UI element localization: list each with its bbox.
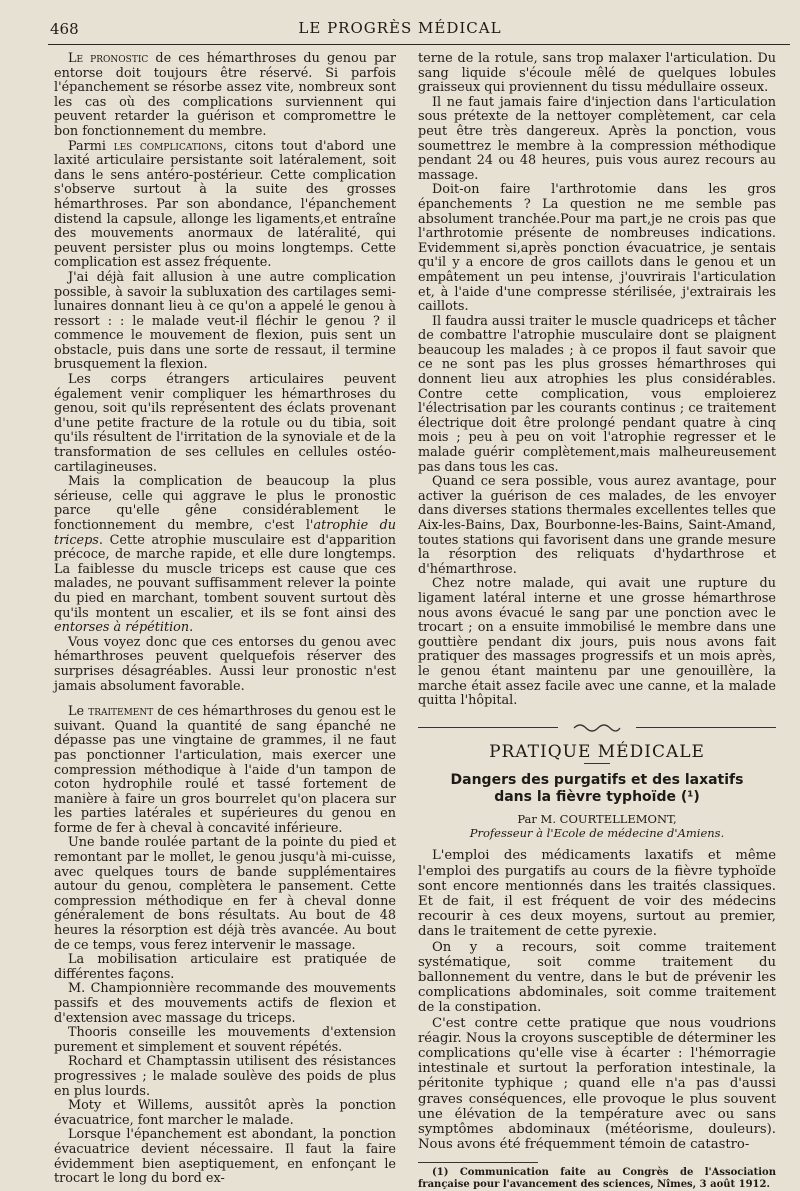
paragraph: L'emploi des médicaments laxatifs et même l'emploi des purgatifs au cours de la fièvre typhoïde sont encore mentionnés dans les traités classiques. Et de fait, il est fréquent de voir des médecins recourir à ces deux moyens, surtout au premier, dans le traitement de cette pyrexie. bbox=[418, 848, 776, 940]
paragraph: Vous voyez donc que ces entorses du genou avec hémarthroses peuvent quelquefois réserver des surprises désagréables. Aussi leur pronostic n'est jamais absolument favorable. bbox=[54, 634, 396, 694]
right-column bbox=[418, 52, 776, 1191]
journal-title: LE PROGRÈS MÉDICAL bbox=[298, 19, 502, 37]
article-title: Dangers des purgatifs et des laxatifs dans la fièvre typhoïde (¹) bbox=[450, 772, 744, 806]
paragraph: Moty et Willems, aussitôt après la ponction évacuatrice, font marcher le malade. bbox=[54, 1098, 396, 1128]
paragraph: J'ai déjà fait allusion à une autre complication possible, à savoir la subluxation des cartilages semi-lunaires donnant lieu à ce qu'on a appelé le genou à ressort : : le malade veut-il fléchir le genou ? il commence le mouvement de flexion, puis sent un obstacle, puis dans une sorte de ressaut, il termine brusquement la flexion. bbox=[54, 269, 396, 373]
paragraph: La mobilisation articulaire est pratiquée de différentes façons. bbox=[54, 952, 396, 982]
flourish-icon bbox=[572, 721, 622, 735]
paragraph: Mais la complication de beaucoup la plus sérieuse, celle qui aggrave le plus le pronostic parce qu'elle gêne considérablement le fonctionnement du membre, c'est l'atrophie du triceps. Cette atrophie musculaire est d'apparition précoce, de marche rapide, et elle dure longtemps. La faiblesse du muscle triceps est cause que ces malades, ne pouvant suffisamment relever la pointe du pied en marchant, tombent souvent surtout dès qu'ils montent un escalier, et ils se font ainsi des entorses à répétition. bbox=[54, 474, 397, 636]
page-number: 468 bbox=[50, 20, 79, 38]
footnote: (1) Communication faite au Congrès de l'Association française pour l'avancement des sciences, Nîmes, 3 août 1912. bbox=[418, 1167, 776, 1191]
paragraph: Rochard et Champtassin utilisent des résistances progressives ; le malade soulève des poids de plus en plus lourds. bbox=[54, 1054, 396, 1099]
paragraph: Doit-on faire l'arthrotomie dans les gros épanchements ? La question ne me semble pas absolument tranchée.Pour ma part,je ne crois pas que l'arthrotomie présente de nombreuses indications. Evidemment si,après ponction évacuatrice, je sentais qu'il y a encore de gros caillots dans le genou et un empâtement un peu intense, j'ouvrirais l'articulation et, à l'aide d'une compresse stérilisée, j'extrairais les caillots. bbox=[418, 182, 776, 315]
paragraph: Lorsque l'épanchement est abondant, la ponction évacuatrice devient nécessaire. Il faut la faire évidemment bien aseptiquement, en enfonçant le trocart le long du bord ex- bbox=[54, 1127, 396, 1187]
ornament-divider bbox=[418, 721, 776, 735]
paragraph: Thooris conseille les mouvements d'extension purement et simplement et souvent répétés. bbox=[54, 1025, 396, 1055]
article-body bbox=[418, 848, 776, 1152]
footnote-rule bbox=[418, 1162, 538, 1163]
section-heading: PRATIQUE MÉDICALE bbox=[489, 741, 705, 762]
paragraph: Le pronostic de ces hémarthroses du genou par entorse doit toujours être réservé. Si parfois l'épanchement se résorbe assez vite, nombreux sont les cas où des complications surviennent qui peuvent retarder la guérison et compromettre le bon fonctionnement du membre. bbox=[54, 51, 396, 139]
left-column bbox=[54, 52, 396, 1187]
paragraph: Il ne faut jamais faire d'injection dans l'articulation sous prétexte de la nettoyer complètement, car cela peut être très dangereux. Après la ponction, vous soumettrez le membre à la compression méthodique pendant 24 ou 48 heures, puis vous aurez recours au massage. bbox=[418, 94, 776, 183]
header-rule bbox=[48, 44, 790, 45]
paragraph: M. Championnière recommande des mouvements passifs et des mouvements actifs de flexion et d'extension avec massage du triceps. bbox=[54, 981, 396, 1026]
paragraph: Une bande roulée partant de la pointe du pied et remontant par le mollet, le genou jusqu'à mi-cuisse, avec quelques tours de bande supplémentaires autour du genou, complètera le pansement. Cette compression méthodique en fer à cheval donne généralement de bons résultats. Au bout de 48 heures la résorption est déjà très avancée. Au bout de ce temps, vous ferez intervenir le massage. bbox=[54, 835, 396, 953]
article-author: Par M. COURTELLEMONT, bbox=[517, 812, 677, 827]
paragraph: Le traitement de ces hémarthroses du genou est le suivant. Quand la quantité de sang épanché ne dépasse pas une vingtaine de grammes, il ne faut pas ponctionner l'articulation, mais exercer une compression méthodique à l'aide d'un tampon de coton hydrophile roulé et tassé fortement de manière à faire un gros bourrelet qu'on placera sur les parties latérales et supérieures du genou en forme de fer à cheval à concavité inférieure. bbox=[54, 704, 397, 836]
paragraph: On y a recours, soit comme traitement systématique, soit comme traitement du ballonnement du ventre, dans le but de prévenir les complications abdominales, soit comme traitement de la constipation. bbox=[418, 939, 776, 1016]
author-affiliation: Professeur à l'Ecole de médecine d'Amiens. bbox=[469, 826, 725, 841]
paragraph: Quand ce sera possible, vous aurez avantage, pour activer la guérison de ces malades, de les envoyer dans diverses stations thermales excellentes telles que Aix-les-Bains, Dax, Bourbonne-les-Bains, Saint-Amand, toutes stations qui favorisent dans une grande mesure la résorption des reliquats d'hydarthrose et d'hémarthrose. bbox=[418, 474, 776, 577]
paragraph: Chez notre malade, qui avait une rupture du ligament latéral interne et une grosse hémarthrose nous avons évacué le sang par une ponction avec le trocart ; on a ensuite immobilisé le membre dans une gouttière pendant dix jours, puis nous avons fait pratiquer des massages progressifs et un mois après, le genou étant maintenu par une genouillère, la marche était assez facile avec une canne, et la malade quitta l'hôpital. bbox=[418, 576, 776, 709]
paragraph: Parmi les complications, citons tout d'abord une laxité articulaire persistante soit latéralement, soit dans le sens antéro-postérieur. Cette complication s'observe surtout à la suite des grosses hémarthroses. Par son abondance, l'épanchement distend la capsule, allonge les ligaments,et entraîne des mouvements anormaux de latéralité, qui peuvent persister plus ou moins longtemps. Cette complication est assez fréquente. bbox=[54, 138, 397, 271]
section-rule bbox=[584, 763, 610, 764]
paragraph: C'est contre cette pratique que nous voudrions réagir. Nous la croyons susceptible de déterminer les complications qu'elle vise à écarter : l'hémorragie intestinale et surtout la perforation intestinale, la péritonite typhique ; quand elle n'a pas d'aussi graves conséquences, elle provoque le plus souvent une élévation de la température avec ou sans symptômes abdominaux (météorisme, douleurs). Nous avons été fréquemment témoin de catastro- bbox=[418, 1015, 776, 1153]
paragraph: Les corps étrangers articulaires peuvent également venir compliquer les hémarthroses du genou, soit qu'ils représentent des éclats provenant d'une petite fracture de la rotule ou du tibia, soit qu'ils résultent de l'irritation de la synoviale et de la transformation de ses cellules en cellules ostéo-cartilagineuses. bbox=[54, 372, 396, 475]
paragraph: Il faudra aussi traiter le muscle quadriceps et tâcher de combattre l'atrophie musculaire dont se plaignent beaucoup les malades ; à ce propos il faut savoir que ce ne sont pas les plus grosses hémarthroses qui donnent lieu aux atrophies les plus considérables. Contre cette complication, vous emploierez l'électrisation par les courants continus ; ce traitement électrique doit être prolongé pendant quatre à cinq mois ; peu à peu on voit l'atrophie regresser et le malade guérir complètement,mais malheureusement pas dans tous les cas. bbox=[418, 313, 776, 475]
page-header bbox=[0, 14, 800, 44]
paragraph: terne de la rotule, sans trop malaxer l'articulation. Du sang liquide s'écoule mêlé de quelques lobules graisseux qui proviennent du tissu médullaire osseux. bbox=[418, 51, 776, 96]
